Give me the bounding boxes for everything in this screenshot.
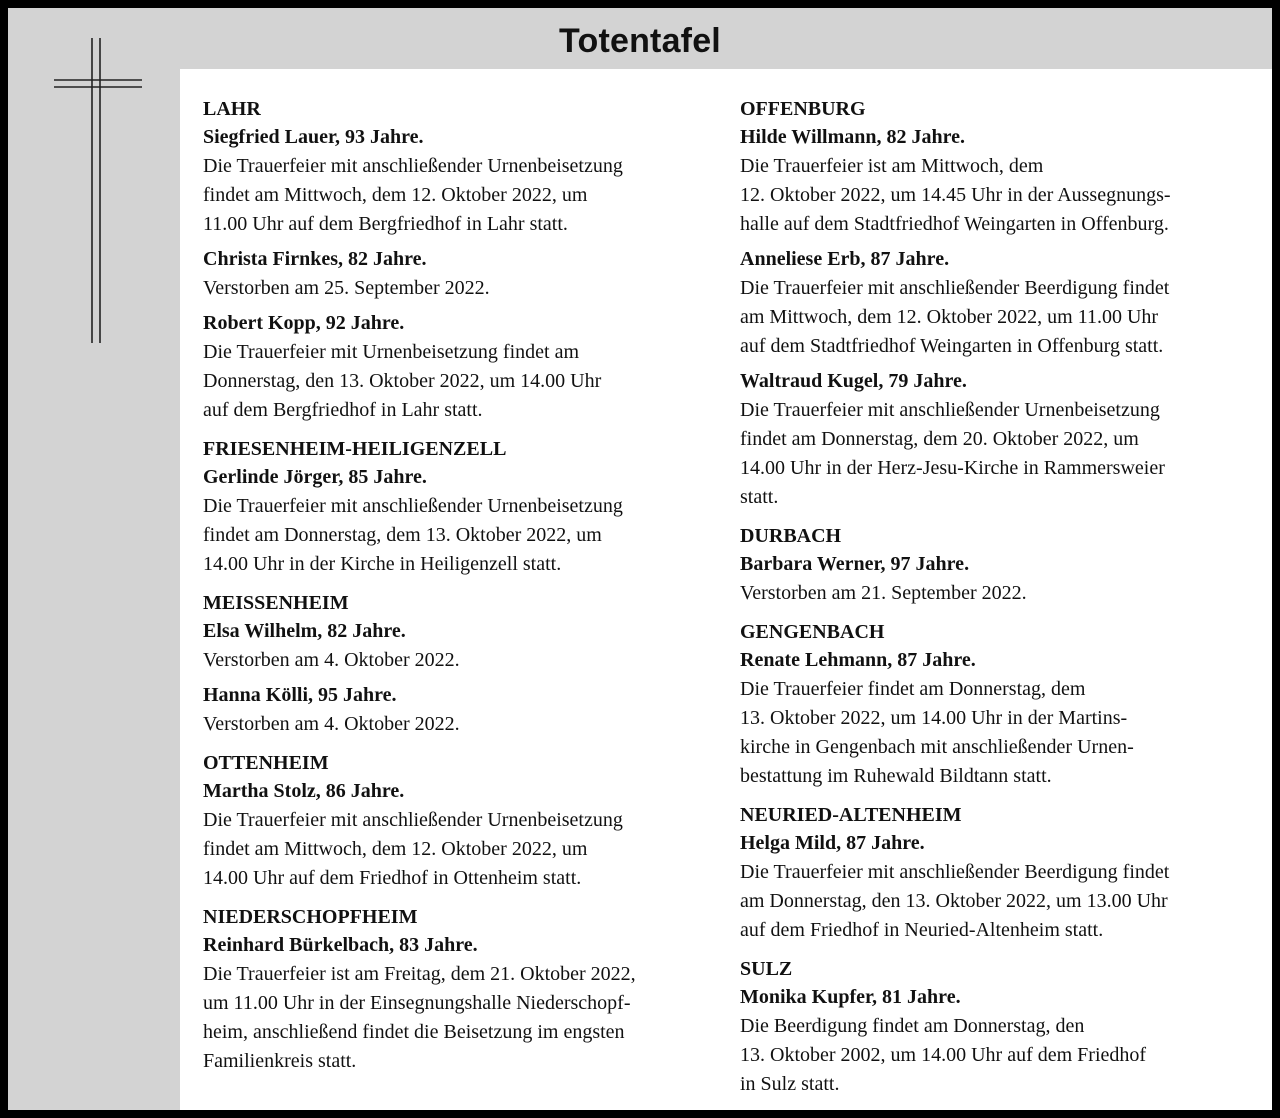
- obituary-entry: [740, 367, 1260, 512]
- place-heading: LAHR: [203, 98, 261, 120]
- obituary-text: Die Trauerfeier ist am Mittwoch, dem 12. Oktober 2022, um 14.45 Uhr in der Aussegnungs- halle auf dem Stadtfriedhof Weingarten in Offenburg.: [740, 155, 1171, 235]
- place-heading: FRIESENHEIM-HEILIGENZELL: [203, 438, 507, 460]
- obituary-text: Die Trauerfeier mit anschließender Urnenbeisetzung findet am Donnerstag, dem 13. Oktober 2022, um 14.00 Uhr in der Kirche in Heiligenzell statt.: [203, 495, 623, 575]
- content-area: [180, 69, 1272, 1110]
- place-heading: NEURIED-ALTENHEIM: [740, 804, 962, 826]
- obituary-text: Die Trauerfeier mit anschließender Urnenbeisetzung findet am Donnerstag, dem 20. Oktober 2022, um 14.00 Uhr in der Herz-Jesu-Kirche in Rammersweier statt.: [740, 399, 1165, 508]
- deceased-name: Helga Mild, 87 Jahre.: [740, 832, 925, 854]
- header-bar: [8, 8, 1272, 70]
- deceased-name: Barbara Werner, 97 Jahre.: [740, 553, 970, 575]
- obituary-text: Verstorben am 21. September 2022.: [740, 582, 1027, 604]
- place-section: [203, 589, 723, 739]
- obituary-entry: [203, 123, 723, 239]
- obituary-entry: [203, 777, 723, 893]
- page-title: Totentafel: [559, 22, 721, 60]
- place-heading: MEISSENHEIM: [203, 592, 349, 614]
- deceased-name: Robert Kopp, 92 Jahre.: [203, 312, 405, 334]
- obituary-text: Verstorben am 25. September 2022.: [203, 277, 490, 299]
- obituary-entry: [203, 681, 723, 739]
- deceased-name: Renate Lehmann, 87 Jahre.: [740, 649, 976, 671]
- deceased-name: Siegfried Lauer, 93 Jahre.: [203, 126, 424, 148]
- deceased-name: Martha Stolz, 86 Jahre.: [203, 780, 405, 802]
- deceased-name: Christa Firnkes, 82 Jahre.: [203, 248, 427, 270]
- obituary-entry: [740, 123, 1260, 239]
- place-heading: OTTENHEIM: [203, 752, 329, 774]
- place-heading: SULZ: [740, 958, 793, 980]
- obituary-entry: [740, 983, 1260, 1099]
- obituary-entry: [740, 550, 1260, 608]
- obituary-text: Die Trauerfeier mit Urnenbeisetzung findet am Donnerstag, den 13. Oktober 2022, um 14.00 Uhr auf dem Bergfriedhof in Lahr statt.: [203, 341, 602, 421]
- place-section: [203, 95, 723, 425]
- place-heading: GENGENBACH: [740, 621, 885, 643]
- obituary-entry: [203, 463, 723, 579]
- deceased-name: Gerlinde Jörger, 85 Jahre.: [203, 466, 427, 488]
- place-section: [740, 618, 1260, 791]
- place-section: [740, 801, 1260, 945]
- place-heading: DURBACH: [740, 525, 842, 547]
- cross-icon: [54, 38, 149, 348]
- place-section: [740, 95, 1260, 512]
- obituary-entry: [203, 931, 723, 1076]
- left-column: [203, 95, 723, 1086]
- deceased-name: Anneliese Erb, 87 Jahre.: [740, 248, 950, 270]
- obituary-entry: [740, 646, 1260, 791]
- obituary-entry: [203, 245, 723, 303]
- obituary-text: Die Trauerfeier mit anschließender Urnenbeisetzung findet am Mittwoch, dem 12. Oktober 2022, um 14.00 Uhr auf dem Friedhof in Ottenheim statt.: [203, 809, 623, 889]
- place-heading: NIEDERSCHOPFHEIM: [203, 906, 418, 928]
- obituary-entry: [203, 617, 723, 675]
- place-section: [203, 435, 723, 579]
- obituary-entry: [740, 245, 1260, 361]
- place-section: [203, 903, 723, 1076]
- right-column: [740, 95, 1260, 1109]
- place-section: [740, 955, 1260, 1099]
- deceased-name: Monika Kupfer, 81 Jahre.: [740, 986, 961, 1008]
- obituary-entry: [203, 309, 723, 425]
- place-section: [203, 749, 723, 893]
- deceased-name: Hanna Kölli, 95 Jahre.: [203, 684, 397, 706]
- place-heading: OFFENBURG: [740, 98, 866, 120]
- obituary-text: Die Trauerfeier mit anschließender Urnenbeisetzung findet am Mittwoch, dem 12. Oktober 2022, um 11.00 Uhr auf dem Bergfriedhof in Lahr statt.: [203, 155, 623, 235]
- place-section: [740, 522, 1260, 608]
- deceased-name: Waltraud Kugel, 79 Jahre.: [740, 370, 967, 392]
- obituary-text: Die Beerdigung findet am Donnerstag, den 13. Oktober 2002, um 14.00 Uhr auf dem Friedhof in Sulz statt.: [740, 1015, 1147, 1095]
- deceased-name: Reinhard Bürkelbach, 83 Jahre.: [203, 934, 478, 956]
- obituary-entry: [740, 829, 1260, 945]
- deceased-name: Hilde Willmann, 82 Jahre.: [740, 126, 966, 148]
- obituary-text: Verstorben am 4. Oktober 2022.: [203, 713, 460, 735]
- deceased-name: Elsa Wilhelm, 82 Jahre.: [203, 620, 406, 642]
- obituary-text: Verstorben am 4. Oktober 2022.: [203, 649, 460, 671]
- obituary-text: Die Trauerfeier mit anschließender Beerdigung findet am Donnerstag, den 13. Oktober 2022, um 13.00 Uhr auf dem Friedhof in Neuried-Altenheim statt.: [740, 861, 1170, 941]
- obituary-text: Die Trauerfeier findet am Donnerstag, dem 13. Oktober 2022, um 14.00 Uhr in der Martins- kirche in Gengenbach mit anschließender Urnen- bestattung im Ruhewald Bildtann statt.: [740, 678, 1134, 787]
- obituary-text: Die Trauerfeier mit anschließender Beerdigung findet am Mittwoch, dem 12. Oktober 2022, um 11.00 Uhr auf dem Stadtfriedhof Weingarten in Offenburg statt.: [740, 277, 1170, 357]
- obituary-text: Die Trauerfeier ist am Freitag, dem 21. Oktober 2022, um 11.00 Uhr in der Einsegnungshalle Niederschopf- heim, anschließend findet die Beisetzung im engsten Familienkreis statt.: [203, 963, 636, 1072]
